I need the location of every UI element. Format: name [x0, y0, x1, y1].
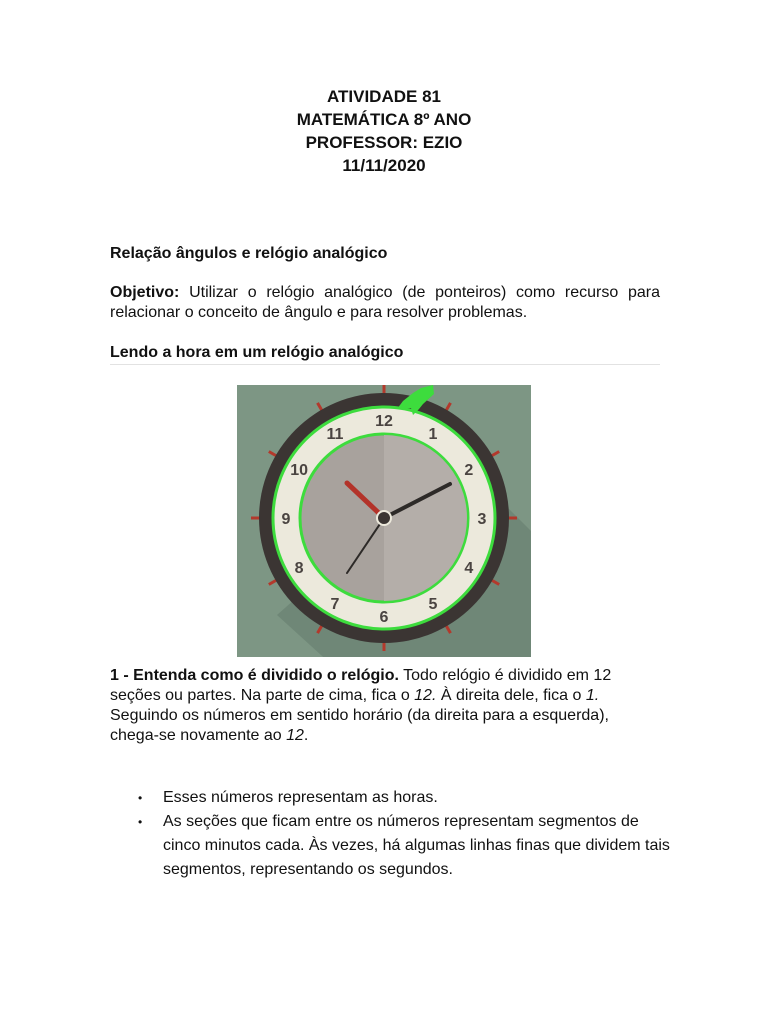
step1-text-a: Todo relógio é dividido em 12 seções ou partes. Na parte de cima, fica o	[110, 667, 612, 704]
step1-heading: 1 - Entenda como é dividido o relógio.	[110, 667, 399, 684]
activity-title: ATIVIDADE 81	[327, 87, 441, 106]
clock-number-5: 5	[428, 595, 438, 613]
step1-paragraph	[110, 666, 660, 746]
clock-number-6: 6	[379, 609, 389, 626]
step1-text-b: À direita dele, fica o	[436, 687, 586, 704]
topic-title: Relação ângulos e relógio analógico	[110, 245, 388, 262]
objective-label: Objetivo:	[110, 284, 180, 301]
step1-italic-1: 1.	[585, 687, 600, 704]
objective-text: Utilizar o relógio analógico (de ponteiros) como recurso para relacionar o conceito de ângulo e para resolver problemas.	[110, 284, 660, 321]
step1-text-d: .	[303, 727, 309, 744]
clock-number-2: 2	[464, 462, 474, 479]
clock-number-9: 9	[281, 511, 291, 528]
objective-paragraph	[110, 283, 660, 323]
section-divider	[110, 364, 660, 365]
activity-date: 11/11/2020	[342, 156, 426, 175]
list-item	[110, 786, 670, 810]
clock-center-pin	[377, 511, 391, 525]
clock-svg	[237, 385, 531, 657]
step1-italic-12b: 12	[286, 727, 304, 744]
document-header	[0, 85, 768, 177]
step1-text-c: Seguindo os números em sentido horário (da direita para a esquerda), chega-se novamente ao	[110, 707, 609, 744]
clock-number-10: 10	[290, 462, 309, 479]
bullet-list	[110, 786, 670, 882]
teacher-name: PROFESSOR: EZIO	[305, 133, 463, 152]
step1-italic-12: 12.	[414, 687, 437, 704]
clock-number-1: 1	[428, 426, 438, 444]
clock-number-11: 11	[326, 426, 344, 444]
clock-number-12: 12	[375, 413, 393, 430]
section-heading: Lendo a hora em um relógio analógico	[110, 344, 404, 361]
bullet-dot-icon: •	[138, 815, 143, 829]
clock-illustration	[237, 385, 531, 657]
clock-number-3: 3	[477, 511, 487, 528]
clock-number-7: 7	[330, 595, 340, 613]
subject-grade: MATEMÁTICA 8º ANO	[296, 110, 472, 129]
clock-number-4: 4	[464, 560, 474, 577]
list-item	[110, 810, 670, 882]
bullet-dot-icon: •	[138, 791, 143, 805]
list-item-text: Esses números representam as horas.	[163, 789, 438, 806]
clock-number-8: 8	[294, 560, 304, 577]
list-item-text: As seções que ficam entre os números representam segmentos de cinco minutos cada. Às vezes, há algumas linhas finas que dividem tais segmentos, representando os segundos.	[163, 813, 670, 878]
